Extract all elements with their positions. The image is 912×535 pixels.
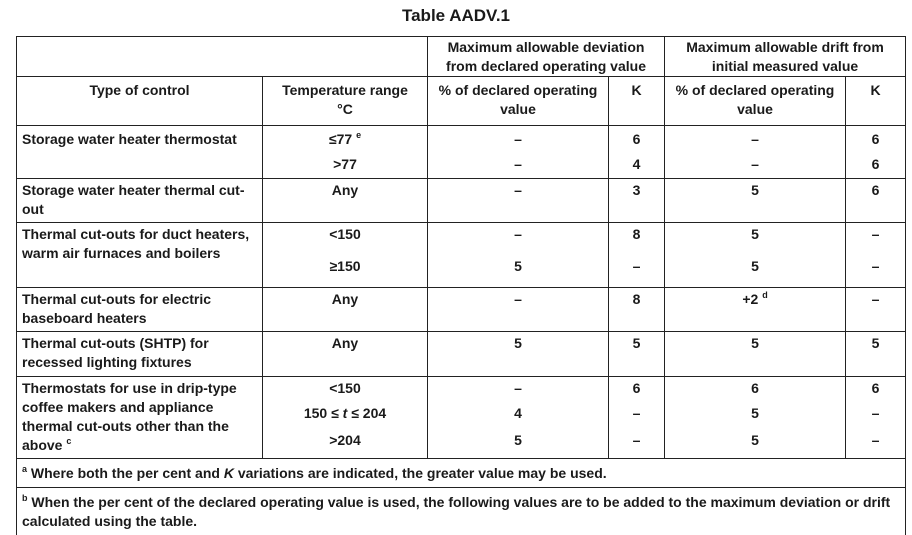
temperature-range-value: Any (332, 182, 358, 198)
drift-percent-cell (665, 377, 846, 403)
deviation-percent-cell (428, 223, 609, 256)
deviation-percent-cell-value: 5 (514, 335, 522, 351)
deviation-k-cell-value: 8 (633, 291, 641, 307)
header-drift-pct: % of declared operating value (665, 77, 846, 126)
header-empty-cell (17, 37, 428, 77)
table-row (17, 288, 906, 332)
drift-k-cell-value: 6 (872, 131, 880, 147)
deviation-percent-cell-value: – (514, 131, 522, 147)
deviation-percent-cell-value: – (514, 291, 522, 307)
table-row (17, 223, 906, 256)
temperature-range-cell (263, 223, 428, 256)
temperature-range-footnote-mark: e (356, 130, 361, 140)
deviation-k-cell (609, 126, 665, 154)
deviation-k-cell-value: 5 (633, 335, 641, 351)
deviation-percent-cell-value: – (514, 226, 522, 242)
drift-k-cell-value: 5 (872, 335, 880, 351)
drift-percent-cell-value: 5 (751, 405, 759, 421)
header-dev-k: K (609, 77, 665, 126)
deviation-k-cell-value: – (633, 432, 641, 448)
deviation-k-cell-value: 4 (633, 156, 641, 172)
drift-percent-cell-value: 5 (751, 258, 759, 274)
drift-percent-cell (665, 332, 846, 377)
header-temperature-range (263, 77, 428, 126)
temperature-range-cell (263, 377, 428, 403)
deviation-percent-cell (428, 153, 609, 179)
drift-k-cell (846, 402, 906, 429)
temperature-range-value: >204 (329, 432, 361, 448)
temperature-range-cell (263, 429, 428, 459)
footnote-a-text-1: Where both the per cent and (27, 465, 224, 481)
temperature-range-value: >77 (333, 156, 357, 172)
drift-k-cell (846, 429, 906, 459)
deviation-percent-cell-value: 4 (514, 405, 522, 421)
drift-k-cell (846, 153, 906, 179)
deviation-percent-cell-value: – (514, 380, 522, 396)
deviation-percent-cell-value: 5 (514, 432, 522, 448)
deviation-k-cell-value: 3 (633, 182, 641, 198)
temperature-range-value: <150 (329, 380, 361, 396)
drift-k-cell (846, 332, 906, 377)
drift-percent-cell-value: 5 (751, 182, 759, 198)
drift-k-cell-value: – (872, 432, 880, 448)
drift-percent-cell-value: 5 (751, 432, 759, 448)
drift-k-cell-value: – (872, 258, 880, 274)
temperature-range-cell (263, 179, 428, 223)
deviation-percent-cell-value: – (514, 182, 522, 198)
deviation-percent-cell (428, 126, 609, 154)
drift-percent-cell-value: 6 (751, 380, 759, 396)
table-row (17, 126, 906, 154)
drift-percent-cell-value: – (751, 156, 759, 172)
header-temp-unit: °C (268, 100, 422, 119)
header-drift: Maximum allowable drift from initial measured value (665, 37, 906, 77)
control-type-label: Thermal cut-outs for electric baseboard heaters (22, 291, 211, 326)
control-type-label: Storage water heater thermostat (22, 131, 237, 147)
control-type-label: Thermal cut-outs (SHTP) for recessed lighting fixtures (22, 335, 209, 370)
control-type-cell (17, 377, 263, 459)
drift-percent-cell-value: – (751, 131, 759, 147)
footnote-a-k: K (224, 465, 234, 481)
drift-percent-cell (665, 255, 846, 288)
deviation-k-cell (609, 429, 665, 459)
drift-k-cell (846, 288, 906, 332)
drift-percent-cell (665, 179, 846, 223)
deviation-k-cell-value: 6 (633, 131, 641, 147)
control-type-label: Thermal cut-outs for duct heaters, warm air furnaces and boilers (22, 226, 249, 261)
drift-k-cell (846, 255, 906, 288)
drift-percent-cell (665, 126, 846, 154)
deviation-percent-cell (428, 332, 609, 377)
deviation-k-cell (609, 153, 665, 179)
deviation-k-cell-value: – (633, 258, 641, 274)
drift-k-cell-value: – (872, 291, 880, 307)
drift-k-cell (846, 377, 906, 403)
deviation-percent-cell (428, 429, 609, 459)
header-drift-k: K (846, 77, 906, 126)
deviation-percent-cell (428, 377, 609, 403)
drift-percent-cell (665, 402, 846, 429)
table-row (17, 332, 906, 377)
temperature-range-value: <150 (329, 226, 361, 242)
drift-percent-cell-value: 5 (751, 226, 759, 242)
deviation-k-cell-value: 6 (633, 380, 641, 396)
control-type-cell (17, 126, 263, 179)
deviation-k-cell (609, 402, 665, 429)
temperature-range-cell (263, 126, 428, 154)
footnote-b-mark: b (22, 493, 28, 503)
deviation-k-cell (609, 223, 665, 256)
footnote-a (17, 459, 906, 488)
control-type-label: Storage water heater thermal cut-out (22, 182, 245, 217)
temperature-range-part: t (343, 405, 348, 421)
drift-k-cell-value: 6 (872, 182, 880, 198)
deviation-k-cell-value: 8 (633, 226, 641, 242)
control-type-cell (17, 332, 263, 377)
deviation-percent-cell (428, 255, 609, 288)
temperature-range-part: 150 ≤ (304, 405, 343, 421)
header-temp-range-label: Temperature range (268, 81, 422, 100)
control-type-cell (17, 288, 263, 332)
header-dev-pct: % of declared operating value (428, 77, 609, 126)
deviation-percent-cell-value: 5 (514, 258, 522, 274)
temperature-range-value: Any (332, 335, 358, 351)
deviation-percent-cell-value: – (514, 156, 522, 172)
drift-percent-cell (665, 288, 846, 332)
control-type-footnote-mark: c (66, 436, 71, 446)
deviation-k-cell-value: – (633, 405, 641, 421)
deviation-percent-cell (428, 179, 609, 223)
temperature-range-cell (263, 153, 428, 179)
temperature-range-cell (263, 332, 428, 377)
footnote-b-text: When the per cent of the declared operating value is used, the following values are to be added to the maximum deviation or drift calculated using the table. (22, 494, 890, 529)
drift-k-cell-value: – (872, 405, 880, 421)
drift-k-cell (846, 223, 906, 256)
drift-percent-cell-footnote-mark: d (762, 290, 768, 300)
table-title: Table AADV.1 (0, 6, 912, 26)
footnote-b (17, 488, 906, 535)
temperature-range-cell (263, 288, 428, 332)
control-type-label: Thermostats for use in drip-type coffee makers and appliance thermal cut-outs other than the above (22, 380, 237, 453)
header-type-of-control: Type of control (17, 77, 263, 126)
drift-k-cell (846, 179, 906, 223)
drift-k-cell-value: 6 (872, 156, 880, 172)
drift-k-cell (846, 126, 906, 154)
temperature-range-value: Any (332, 291, 358, 307)
deviation-k-cell (609, 179, 665, 223)
drift-percent-cell-value: 5 (751, 335, 759, 351)
deviation-k-cell (609, 377, 665, 403)
footnote-a-mark: a (22, 464, 27, 474)
header-row-groups (17, 37, 906, 77)
deviation-k-cell (609, 255, 665, 288)
header-row-columns (17, 77, 906, 126)
deviation-percent-cell (428, 402, 609, 429)
temperature-range-value: ≤77 (329, 131, 352, 147)
footnote-b-row (17, 488, 906, 535)
data-table (16, 36, 906, 535)
header-deviation: Maximum allowable deviation from declared operating value (428, 37, 665, 77)
footnote-a-text-2: variations are indicated, the greater value may be used. (234, 465, 607, 481)
drift-percent-cell (665, 429, 846, 459)
deviation-k-cell (609, 288, 665, 332)
table-row (17, 377, 906, 403)
temperature-range-value: ≥150 (329, 258, 360, 274)
control-type-cell (17, 223, 263, 288)
deviation-percent-cell (428, 288, 609, 332)
drift-k-cell-value: 6 (872, 380, 880, 396)
drift-percent-cell (665, 153, 846, 179)
drift-percent-cell (665, 223, 846, 256)
temperature-range-cell (263, 402, 428, 429)
temperature-range-cell (263, 255, 428, 288)
footnote-a-row (17, 459, 906, 488)
deviation-k-cell (609, 332, 665, 377)
drift-percent-cell-value: +2 (742, 291, 758, 307)
drift-k-cell-value: – (872, 226, 880, 242)
control-type-cell (17, 179, 263, 223)
table-row (17, 179, 906, 223)
temperature-range-part: ≤ 204 (347, 405, 386, 421)
